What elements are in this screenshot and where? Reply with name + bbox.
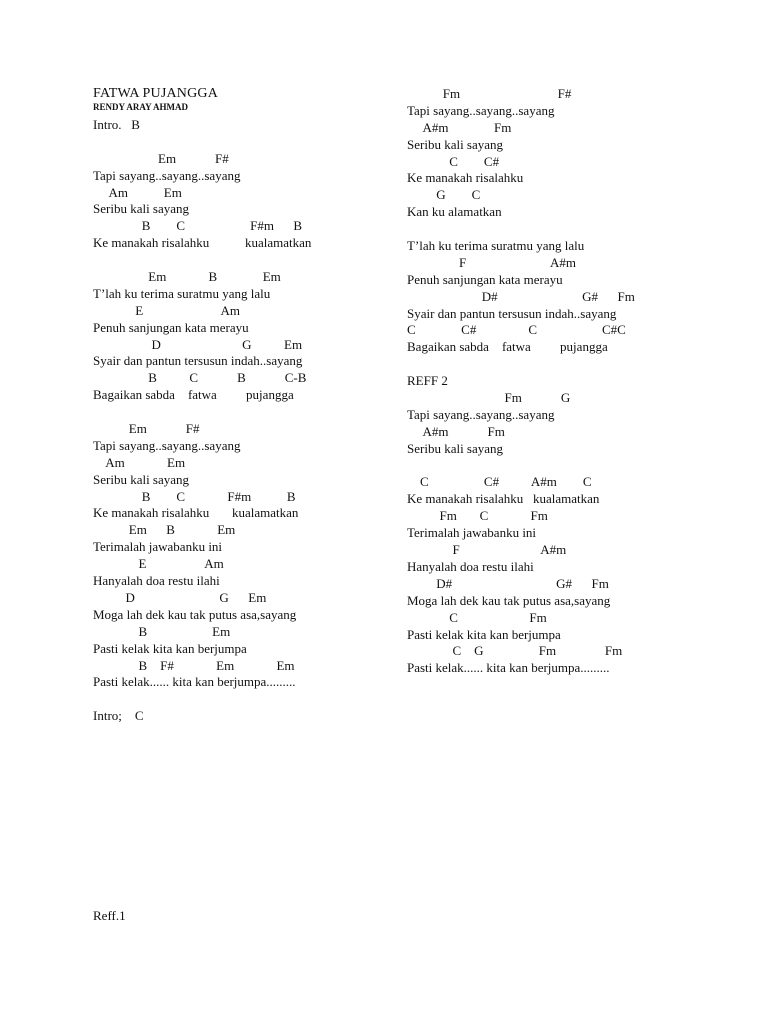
lyric-line: Pasti kelak...... kita kan berjumpa......... (93, 674, 296, 690)
lyric-line: Moga lah dek kau tak putus asa,sayang (93, 606, 297, 622)
lyric-line: C C# A#m C (407, 474, 592, 490)
lyric-line (93, 404, 393, 421)
lyric-line: Bagaikan sabda fatwa pujangga (407, 339, 608, 355)
footer-note: Reff.1 (93, 908, 126, 923)
lyric-line: Seribu kali sayang (407, 136, 504, 152)
lyric-line: Terimalah jawabanku ini (407, 525, 537, 541)
lyric-line: Terimalah jawabanku ini (93, 539, 223, 555)
lyric-line: Em F# (93, 150, 229, 166)
lyric-line: Tapi sayang..sayang..sayang (93, 437, 241, 453)
lyric-line: A#m Fm (407, 119, 512, 135)
lyric-line (407, 458, 707, 475)
lyric-line: B C B C-B (93, 370, 307, 386)
lyric-line: C G Fm Fm (407, 643, 623, 659)
lyric-line: Ke manakah risalahku kualamatkan (93, 235, 312, 251)
lyric-line: F A#m (407, 254, 577, 270)
lyric-line: A#m Fm (407, 423, 505, 439)
lyric-line: Penuh sanjungan kata merayu (407, 271, 563, 287)
lyric-line: Seribu kali sayang (93, 471, 190, 487)
lyric-line: B F# Em Em (93, 657, 295, 673)
lyric-line (407, 356, 707, 373)
right-column (407, 86, 707, 677)
left-column (93, 86, 393, 725)
lyric-line (93, 134, 393, 151)
right-lyrics-block (407, 86, 707, 677)
lyric-line: B C F#m B (93, 218, 303, 234)
song-artist: RENDY ARAY AHMAD (93, 102, 189, 112)
lyric-line: REFF 2 (407, 373, 448, 389)
lyric-line: B Em (93, 623, 231, 639)
lyric-line: Kan ku alamatkan (407, 204, 502, 220)
lyric-line: D G Em (93, 589, 267, 605)
lyric-line: Tapi sayang..sayang..sayang (407, 102, 555, 118)
lyric-line: Tapi sayang..sayang..sayang (93, 167, 241, 183)
left-lyrics-block (93, 117, 393, 725)
lyric-line: Syair dan pantun tersusun indah..sayang (93, 353, 303, 369)
lyric-line: Fm G (407, 390, 571, 406)
lyric-line (407, 221, 707, 238)
lyric-line: Fm C Fm (407, 508, 548, 524)
lyric-line: Pasti kelak...... kita kan berjumpa......... (407, 660, 610, 676)
lyric-line: Am Em (93, 454, 186, 470)
lyric-line: T’lah ku terima suratmu yang lalu (407, 238, 585, 254)
lyric-line: Hanyalah doa restu ilahi (93, 573, 220, 589)
lyric-line: Intro; C (93, 708, 144, 724)
lyric-line: Hanyalah doa restu ilahi (407, 558, 534, 574)
song-title: FATWA PUJANGGA (93, 86, 219, 101)
lyric-line: Tapi sayang..sayang..sayang (407, 406, 555, 422)
lyric-line: Ke manakah risalahku (407, 170, 524, 186)
lyric-line: C C# (407, 153, 500, 169)
lyric-line: D# G# Fm (407, 575, 609, 591)
lyric-line: Ke manakah risalahku kualamatkan (93, 505, 299, 521)
lyric-line: D# G# Fm (407, 288, 635, 304)
lyric-line: Pasti kelak kita kan berjumpa (407, 626, 561, 642)
lyric-line: E Am (93, 556, 224, 572)
lyric-line: Em B Em (93, 269, 281, 285)
lyric-line: C Fm (407, 609, 547, 625)
lyric-line: Ke manakah risalahku kualamatkan (407, 491, 600, 507)
lyric-line: Em B Em (93, 522, 236, 538)
lyric-line: Seribu kali sayang (93, 201, 190, 217)
lyric-line: Am Em (93, 184, 182, 200)
lyric-line: C C# C C#C (407, 322, 626, 338)
lyric-line (93, 252, 393, 269)
lyric-line: Bagaikan sabda fatwa pujangga (93, 387, 294, 403)
lyric-line: Fm F# (407, 86, 572, 101)
lyric-line: Moga lah dek kau tak putus asa,sayang (407, 592, 611, 608)
lyric-line: Penuh sanjungan kata merayu (93, 319, 249, 335)
lyric-line: Syair dan pantun tersusun indah..sayang (407, 305, 617, 321)
lyric-line: G C (407, 187, 481, 203)
lyric-line: D G Em (93, 336, 303, 352)
lyric-line (93, 691, 393, 708)
lyric-line: E Am (93, 302, 240, 318)
lyric-line: F A#m (407, 542, 567, 558)
lyric-line: Seribu kali sayang (407, 440, 504, 456)
lyric-line: Em F# (93, 421, 200, 437)
lyric-line: T’lah ku terima suratmu yang lalu (93, 285, 271, 301)
lyric-line: Intro. B (93, 117, 140, 132)
lyric-line: B C F#m B (93, 488, 296, 504)
lyric-line: Pasti kelak kita kan berjumpa (93, 640, 247, 656)
